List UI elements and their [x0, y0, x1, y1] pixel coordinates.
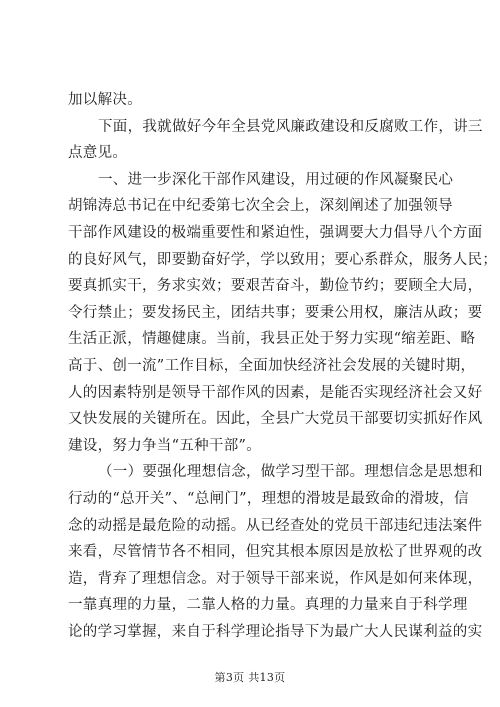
text-line: 论的学习掌握，来自于科学理论指导下为最广大人民谋利益的实: [68, 623, 483, 640]
text-line: 建设，努力争当“五种干部”。: [68, 437, 262, 454]
text-line: 令行禁止；要发扬民主，团结共事；要秉公用权，廉洁从政；要: [68, 304, 483, 321]
text-line: 要真抓实干，务求实效；要艰苦奋斗，勤俭节约；要顾全大局，: [68, 278, 483, 295]
text-line: 念的动摇是最危险的动摇。从已经查处的党员干部违纪违法案件: [68, 517, 483, 534]
text-line: 胡锦涛总书记在中纪委第七次全会上，深刻阐述了加强领导: [68, 198, 453, 215]
text-line: 点意见。: [68, 145, 128, 162]
text-line: 下面，我就做好今年全县党风廉政建设和反腐败工作，讲三: [98, 118, 483, 135]
text-line: 一靠真理的力量，二靠人格的力量。真理的力量来自于科学理: [68, 597, 468, 614]
text-line: 又快发展的关键所在。因此，全县广大党员干部要切实抓好作风: [68, 411, 483, 428]
text-line: 来看，尽管情节各不相同，但究其根本原因是放松了世界观的改: [68, 544, 483, 561]
text-line: 干部作风建设的极端重要性和紧迫性，强调要大力倡导八个方面: [68, 224, 483, 241]
text-line: 造，背弃了理想信念。对于领导干部来说，作风是如何来体现，: [68, 570, 483, 587]
document-body: [68, 87, 498, 645]
text-line: 加以解决。: [68, 92, 142, 108]
text-line: 高于、创一流”工作目标，全面加快经济社会发展的关键时期，: [68, 357, 476, 374]
text-line: 一、进一步深化干部作风建设，用过硬的作风凝聚民心: [98, 171, 454, 188]
text-line: 行动的“总开关”、“总闸门”，理想的滑坡是最致命的滑坡，信: [68, 490, 469, 507]
text-line: 人的因素特别是领导干部作风的因素，是能否实现经济社会又好: [68, 384, 483, 401]
page-footer: 第3页 共13页: [214, 671, 286, 684]
text-line: 的良好风气，即要勤奋好学，学以致用；要心系群众，服务人民；: [68, 251, 498, 268]
text-line: 生活正派，情趣健康。当前，我县正处于努力实现“缩差距、略: [68, 331, 476, 348]
text-line: （一）要强化理想信念，做学习型干部。理想信念是思想和: [98, 464, 483, 481]
